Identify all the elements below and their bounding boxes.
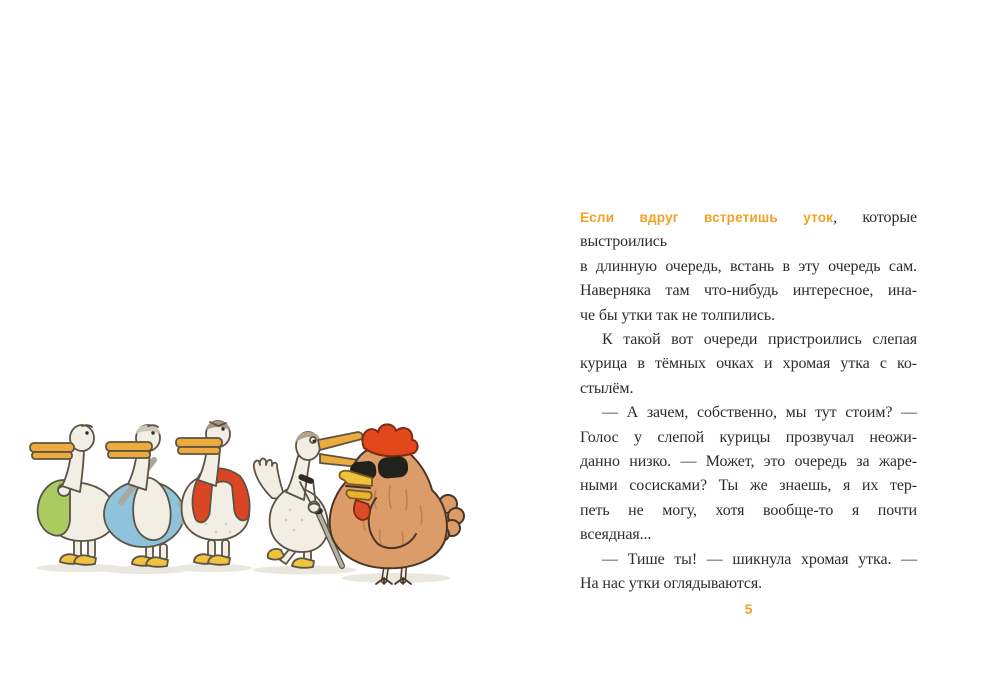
page-number: 5	[744, 601, 753, 617]
comb	[362, 424, 417, 456]
duck-foot	[208, 555, 230, 565]
story-line: данно низко. — Может, это очередь за жаре-	[580, 453, 917, 471]
story-line: Если вдруг встретишь уток, которые выстроились	[580, 209, 918, 251]
story-text	[580, 206, 917, 597]
open-beak-upper	[318, 432, 363, 450]
story-line: всеядная...	[580, 526, 652, 544]
duck-beak	[176, 438, 222, 447]
duck-foot	[146, 557, 168, 567]
duck-blue-bag-illustration	[104, 425, 186, 567]
duck-beak	[106, 442, 152, 451]
duck-foot	[292, 558, 314, 568]
duck-beak	[30, 443, 74, 452]
story-line: К такой вот очереди пристроились слепая	[602, 331, 917, 349]
wattle	[354, 500, 370, 520]
story-line: ными сосисками? Ты же знаешь, я их тер-	[580, 477, 917, 495]
lifted-foot	[268, 549, 284, 560]
story-line: курица в тёмных очках и хромая утка с ко-	[580, 355, 917, 373]
story-line: в длинную очередь, встань в эту очередь сам.	[580, 257, 917, 275]
blind-chicken-sunglasses-illustration	[330, 424, 464, 584]
duck-queue-drawing	[20, 420, 470, 588]
story-line: Наверняка там что-нибудь интересное, ина-	[580, 282, 917, 300]
story-line: стылём.	[580, 379, 634, 397]
duck-red-towel-illustration	[176, 421, 250, 565]
story-line: петь не могу, хотя вообще-то я почти	[580, 501, 917, 519]
story-line: На нас утки оглядываются.	[580, 575, 763, 593]
chicken-beak-lower	[346, 490, 371, 500]
chapter-lead-in: Если вдруг встретишь уток	[580, 210, 834, 225]
illustration-duck-queue	[20, 420, 470, 588]
story-line: че бы утки так не толпились.	[580, 306, 775, 324]
duck-foot	[74, 555, 96, 565]
story-line: — А зачем, собственно, мы тут стоим? —	[602, 404, 917, 422]
story-line: Голос у слепой курицы прозвучал неожи-	[580, 428, 917, 446]
story-line: — Тише ты! — шикнула хромая утка. —	[602, 550, 917, 568]
